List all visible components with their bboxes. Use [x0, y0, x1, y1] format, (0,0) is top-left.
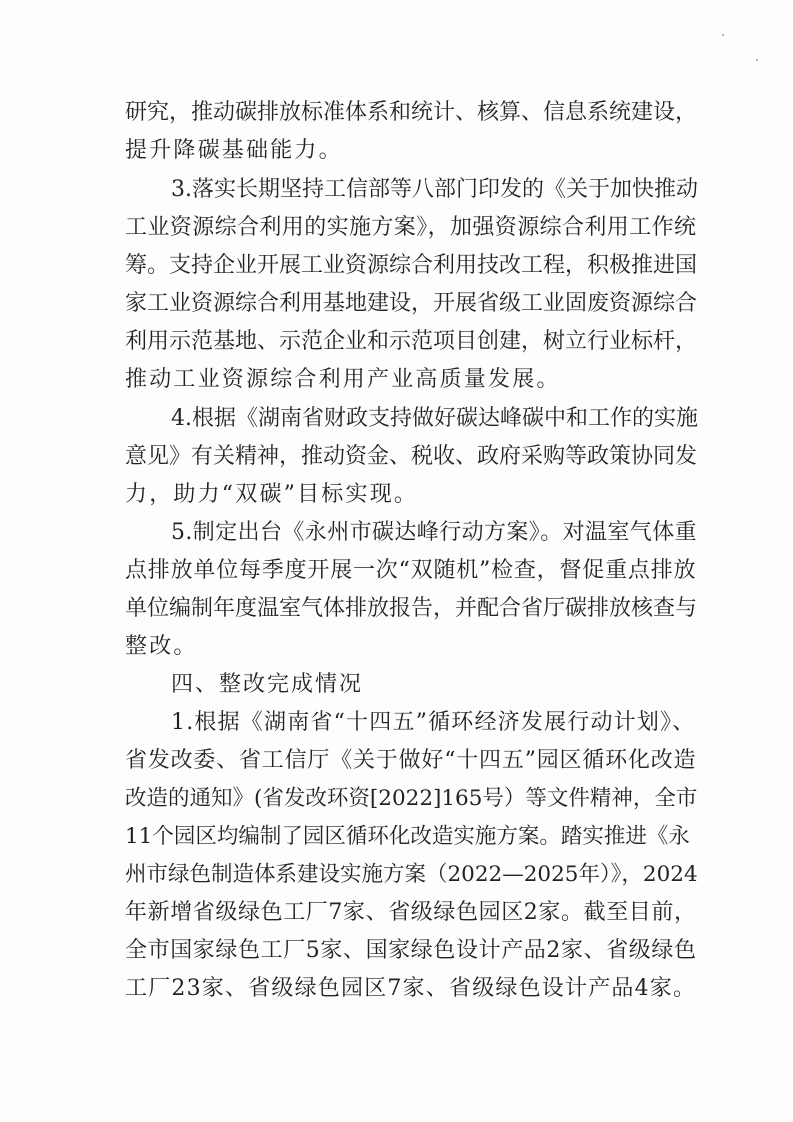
paragraph-line: 省发改委、省工信厅《关于做好“十四五”园区循环化改造: [125, 748, 697, 773]
paragraph-line: 推动工业资源综合利用产业高质量发展。: [125, 367, 561, 392]
scan-mark: [722, 34, 724, 36]
paragraph-line: 整改。: [125, 634, 198, 659]
paragraph-line: 全市国家绿色工厂5家、国家绿色设计产品2家、省级绿色: [125, 938, 697, 963]
paragraph-line: 提升降碳基础能力。: [125, 138, 343, 163]
paragraph-line: 单位编制年度温室气体排放报告，并配合省厅碳排放核查与: [125, 596, 698, 621]
paragraph-line: 改造的通知》(省发改环资[2022]165号）等文件精神，全市: [125, 786, 698, 811]
paragraph-line: 5.制定出台《永州市碳达峰行动方案》。对温室气体重: [171, 520, 697, 545]
paragraph-line: 家工业资源综合利用基地建设，开展省级工业固废资源综合: [125, 291, 698, 316]
paragraph-line: 意见》有关精神，推动资金、税收、政府采购等政策协同发: [125, 444, 698, 469]
paragraph-line: 3.落实长期坚持工信部等八部门印发的《关于加快推动: [171, 177, 698, 202]
paragraph-line: 年新增省级绿色工厂7家、省级绿色园区2家。截至目前，: [125, 900, 697, 925]
scan-mark: [756, 59, 758, 61]
paragraph-line: 筹。支持企业开展工业资源综合利用技改工程，积极推进国: [125, 253, 698, 278]
paragraph-line: 工业资源综合利用的实施方案》，加强资源综合利用工作统: [125, 215, 697, 240]
paragraph-line: 研究，推动碳排放标准体系和统计、核算、信息系统建设，: [125, 100, 698, 125]
paragraph-line: 州市绿色制造体系建设实施方案（2022—2025年）》，2024: [125, 862, 698, 887]
paragraph-line: 力，助力“双碳”目标实现。: [125, 482, 419, 507]
section-heading: 四、整改完成情况: [171, 672, 364, 697]
paragraph-line: 点排放单位每季度开展一次“双随机”检查，督促重点排放: [125, 558, 697, 583]
paragraph-line: 4.根据《湖南省财政支持做好碳达峰碳中和工作的实施: [171, 406, 698, 431]
paragraph-line: 11个园区均编制了园区循环化改造实施方案。踏实推进《永: [125, 824, 690, 849]
paragraph-line: 利用示范基地、示范企业和示范项目创建，树立行业标杆，: [125, 329, 698, 354]
paragraph-line: 1.根据《湖南省“十四五”循环经济发展行动计划》、: [171, 710, 696, 735]
paragraph-line: 工厂23家、省级绿色园区7家、省级绿色设计产品4家。: [125, 976, 697, 1001]
